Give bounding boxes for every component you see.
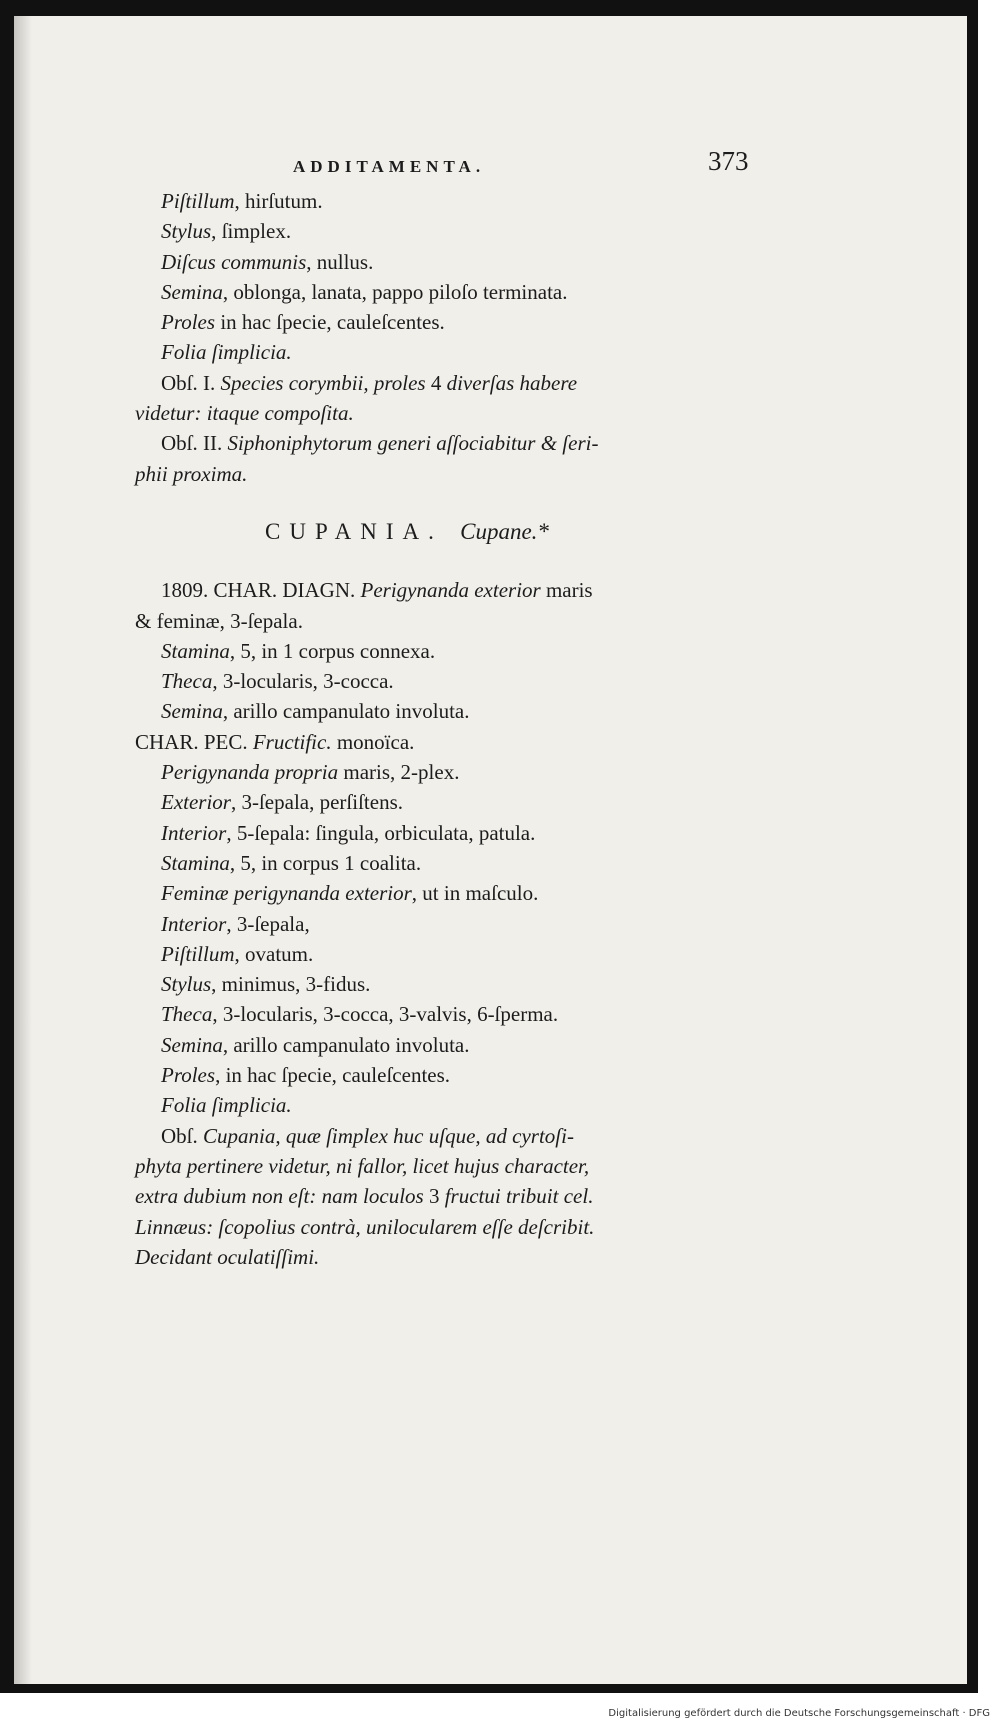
footer-credit: Digitalisierung gefördert durch die Deutsche Forschungsgemeinschaft · DFG bbox=[608, 1708, 990, 1719]
text-line bbox=[135, 666, 775, 696]
text-line bbox=[135, 186, 775, 216]
text-line bbox=[135, 428, 775, 458]
italic-run: Species corymbii, proles bbox=[220, 370, 426, 395]
section-subtitle: Cupane.* bbox=[460, 518, 549, 544]
italic-run: Diſcus communis bbox=[161, 249, 307, 274]
text-line bbox=[135, 939, 775, 969]
roman-run: maris, 2-plex. bbox=[338, 760, 460, 785]
text-line bbox=[135, 337, 775, 367]
text-line bbox=[135, 1060, 775, 1090]
italic-run: Folia ſimplicia. bbox=[161, 340, 292, 365]
roman-run: , 5, in 1 corpus connexa. bbox=[229, 638, 436, 663]
italic-run: Fructific. bbox=[252, 729, 332, 754]
text-line bbox=[135, 909, 775, 939]
italic-run: Perigynanda exterior bbox=[360, 578, 541, 603]
section-title bbox=[135, 517, 775, 547]
roman-run: 3 bbox=[423, 1184, 445, 1209]
italic-run: Cupania, quæ ſimplex huc uſque, ad cyrtoſi- bbox=[203, 1123, 574, 1148]
text-line bbox=[135, 398, 775, 428]
roman-run: , 3-ſepala, bbox=[226, 911, 310, 936]
spine-shadow bbox=[14, 16, 32, 1684]
italic-run: Linnæus: ſcopolius contrà, unilocularem eſſe deſcribit. bbox=[135, 1214, 595, 1239]
roman-run: CHAR. PEC. bbox=[135, 729, 253, 754]
text-line bbox=[135, 1212, 775, 1242]
italic-run: Stylus bbox=[161, 972, 212, 997]
roman-run: Obſ. II. bbox=[161, 431, 228, 456]
italic-run: Folia ſimplicia. bbox=[161, 1093, 292, 1118]
roman-run: , 5-ſepala: ſingula, orbiculata, patula. bbox=[226, 820, 536, 845]
roman-run: , minimus, 3-fidus. bbox=[211, 972, 371, 997]
roman-run: in hac ſpecie, cauleſcentes. bbox=[215, 310, 445, 335]
italic-run: extra dubium non eſt: nam loculos bbox=[135, 1184, 424, 1209]
italic-run: Stylus bbox=[161, 219, 212, 244]
text-line bbox=[135, 757, 775, 787]
text-line bbox=[135, 727, 775, 757]
footer-strip bbox=[0, 1706, 1000, 1727]
italic-run: videtur: itaque compoſita. bbox=[135, 401, 354, 426]
italic-run: Semina bbox=[161, 279, 223, 304]
roman-run: , hirſutum. bbox=[234, 189, 323, 213]
text-line bbox=[135, 696, 775, 726]
running-head: ADDITAMENTA. bbox=[293, 157, 486, 176]
roman-run: monoïca. bbox=[331, 729, 415, 754]
roman-run: , ſimplex. bbox=[211, 219, 292, 244]
roman-run: maris bbox=[540, 578, 593, 603]
italic-run: Interior bbox=[161, 820, 227, 845]
text-line bbox=[135, 1030, 775, 1060]
italic-run: Interior bbox=[161, 911, 227, 936]
italic-run: diverſas habere bbox=[446, 370, 578, 395]
italic-run: Siphoniphytorum generi aſſociabitur & ſeri- bbox=[227, 431, 599, 456]
roman-run: 4 bbox=[425, 370, 447, 395]
text-line bbox=[135, 459, 775, 489]
roman-run: , oblonga, lanata, pappo piloſo terminata. bbox=[222, 279, 568, 304]
text-line bbox=[135, 277, 775, 307]
italic-run: Semina bbox=[161, 699, 223, 724]
roman-run: , nullus. bbox=[306, 249, 374, 274]
italic-run: Feminæ perigynanda exterior bbox=[161, 881, 412, 906]
italic-run: Perigynanda propria bbox=[161, 760, 339, 785]
italic-run: Piſtillum bbox=[161, 189, 235, 213]
text-line bbox=[135, 216, 775, 246]
roman-run: , arillo campanulato involuta. bbox=[222, 699, 470, 724]
text-line bbox=[135, 1242, 775, 1272]
entry-block-1 bbox=[135, 160, 775, 489]
text-line bbox=[135, 247, 775, 277]
text-line bbox=[135, 368, 775, 398]
italic-run: Stamina bbox=[161, 850, 230, 875]
roman-run: , ovatum. bbox=[234, 941, 314, 966]
text-block bbox=[135, 160, 775, 1272]
text-line bbox=[135, 575, 775, 605]
text-line bbox=[135, 787, 775, 817]
roman-run: , in hac ſpecie, cauleſcentes. bbox=[215, 1063, 451, 1088]
section-title-caps: CUPANIA. bbox=[265, 518, 443, 544]
italic-run: Theca bbox=[161, 669, 213, 694]
text-line bbox=[135, 848, 775, 878]
italic-run: Theca bbox=[161, 1002, 213, 1027]
roman-run: , ut in maſculo. bbox=[411, 881, 539, 906]
italic-run: Stamina bbox=[161, 638, 230, 663]
italic-run: fructui tribuit cel. bbox=[444, 1184, 594, 1209]
text-line bbox=[135, 1121, 775, 1151]
text-line bbox=[135, 818, 775, 848]
italic-run: Piſtillum bbox=[161, 941, 235, 966]
text-line bbox=[135, 606, 775, 636]
text-line bbox=[135, 999, 775, 1029]
text-line bbox=[135, 1181, 775, 1211]
text-line bbox=[135, 969, 775, 999]
roman-run: , arillo campanulato involuta. bbox=[222, 1032, 470, 1057]
roman-run: Obſ. I. bbox=[161, 370, 221, 395]
entry-block-2 bbox=[135, 575, 775, 1272]
italic-run: Semina bbox=[161, 1032, 223, 1057]
text-line bbox=[135, 1090, 775, 1120]
text-line bbox=[135, 1151, 775, 1181]
italic-run: Proles bbox=[161, 1063, 216, 1088]
roman-run: 1809. CHAR. DIAGN. bbox=[161, 578, 361, 603]
roman-run: , 3-locularis, 3-cocca. bbox=[212, 669, 394, 694]
page-number: 373 bbox=[708, 146, 749, 176]
italic-run: phyta pertinere videtur, ni fallor, licet hujus character, bbox=[135, 1153, 590, 1178]
italic-run: Decidant oculatiſſimi. bbox=[135, 1244, 320, 1269]
roman-run: Obſ. bbox=[161, 1123, 203, 1148]
roman-run: , 3-ſepala, perſiſtens. bbox=[230, 790, 404, 815]
roman-run: , 5, in corpus 1 coalita. bbox=[229, 850, 422, 875]
text-line bbox=[135, 878, 775, 908]
italic-run: Proles bbox=[161, 310, 216, 335]
text-line bbox=[135, 636, 775, 666]
roman-run: , 3-locularis, 3-cocca, 3-valvis, 6-ſperma. bbox=[212, 1002, 559, 1027]
roman-run: & feminæ, 3-ſepala. bbox=[135, 608, 303, 633]
italic-run: phii proxima. bbox=[135, 461, 248, 486]
italic-run: Exterior bbox=[161, 790, 231, 815]
text-line bbox=[135, 307, 775, 337]
